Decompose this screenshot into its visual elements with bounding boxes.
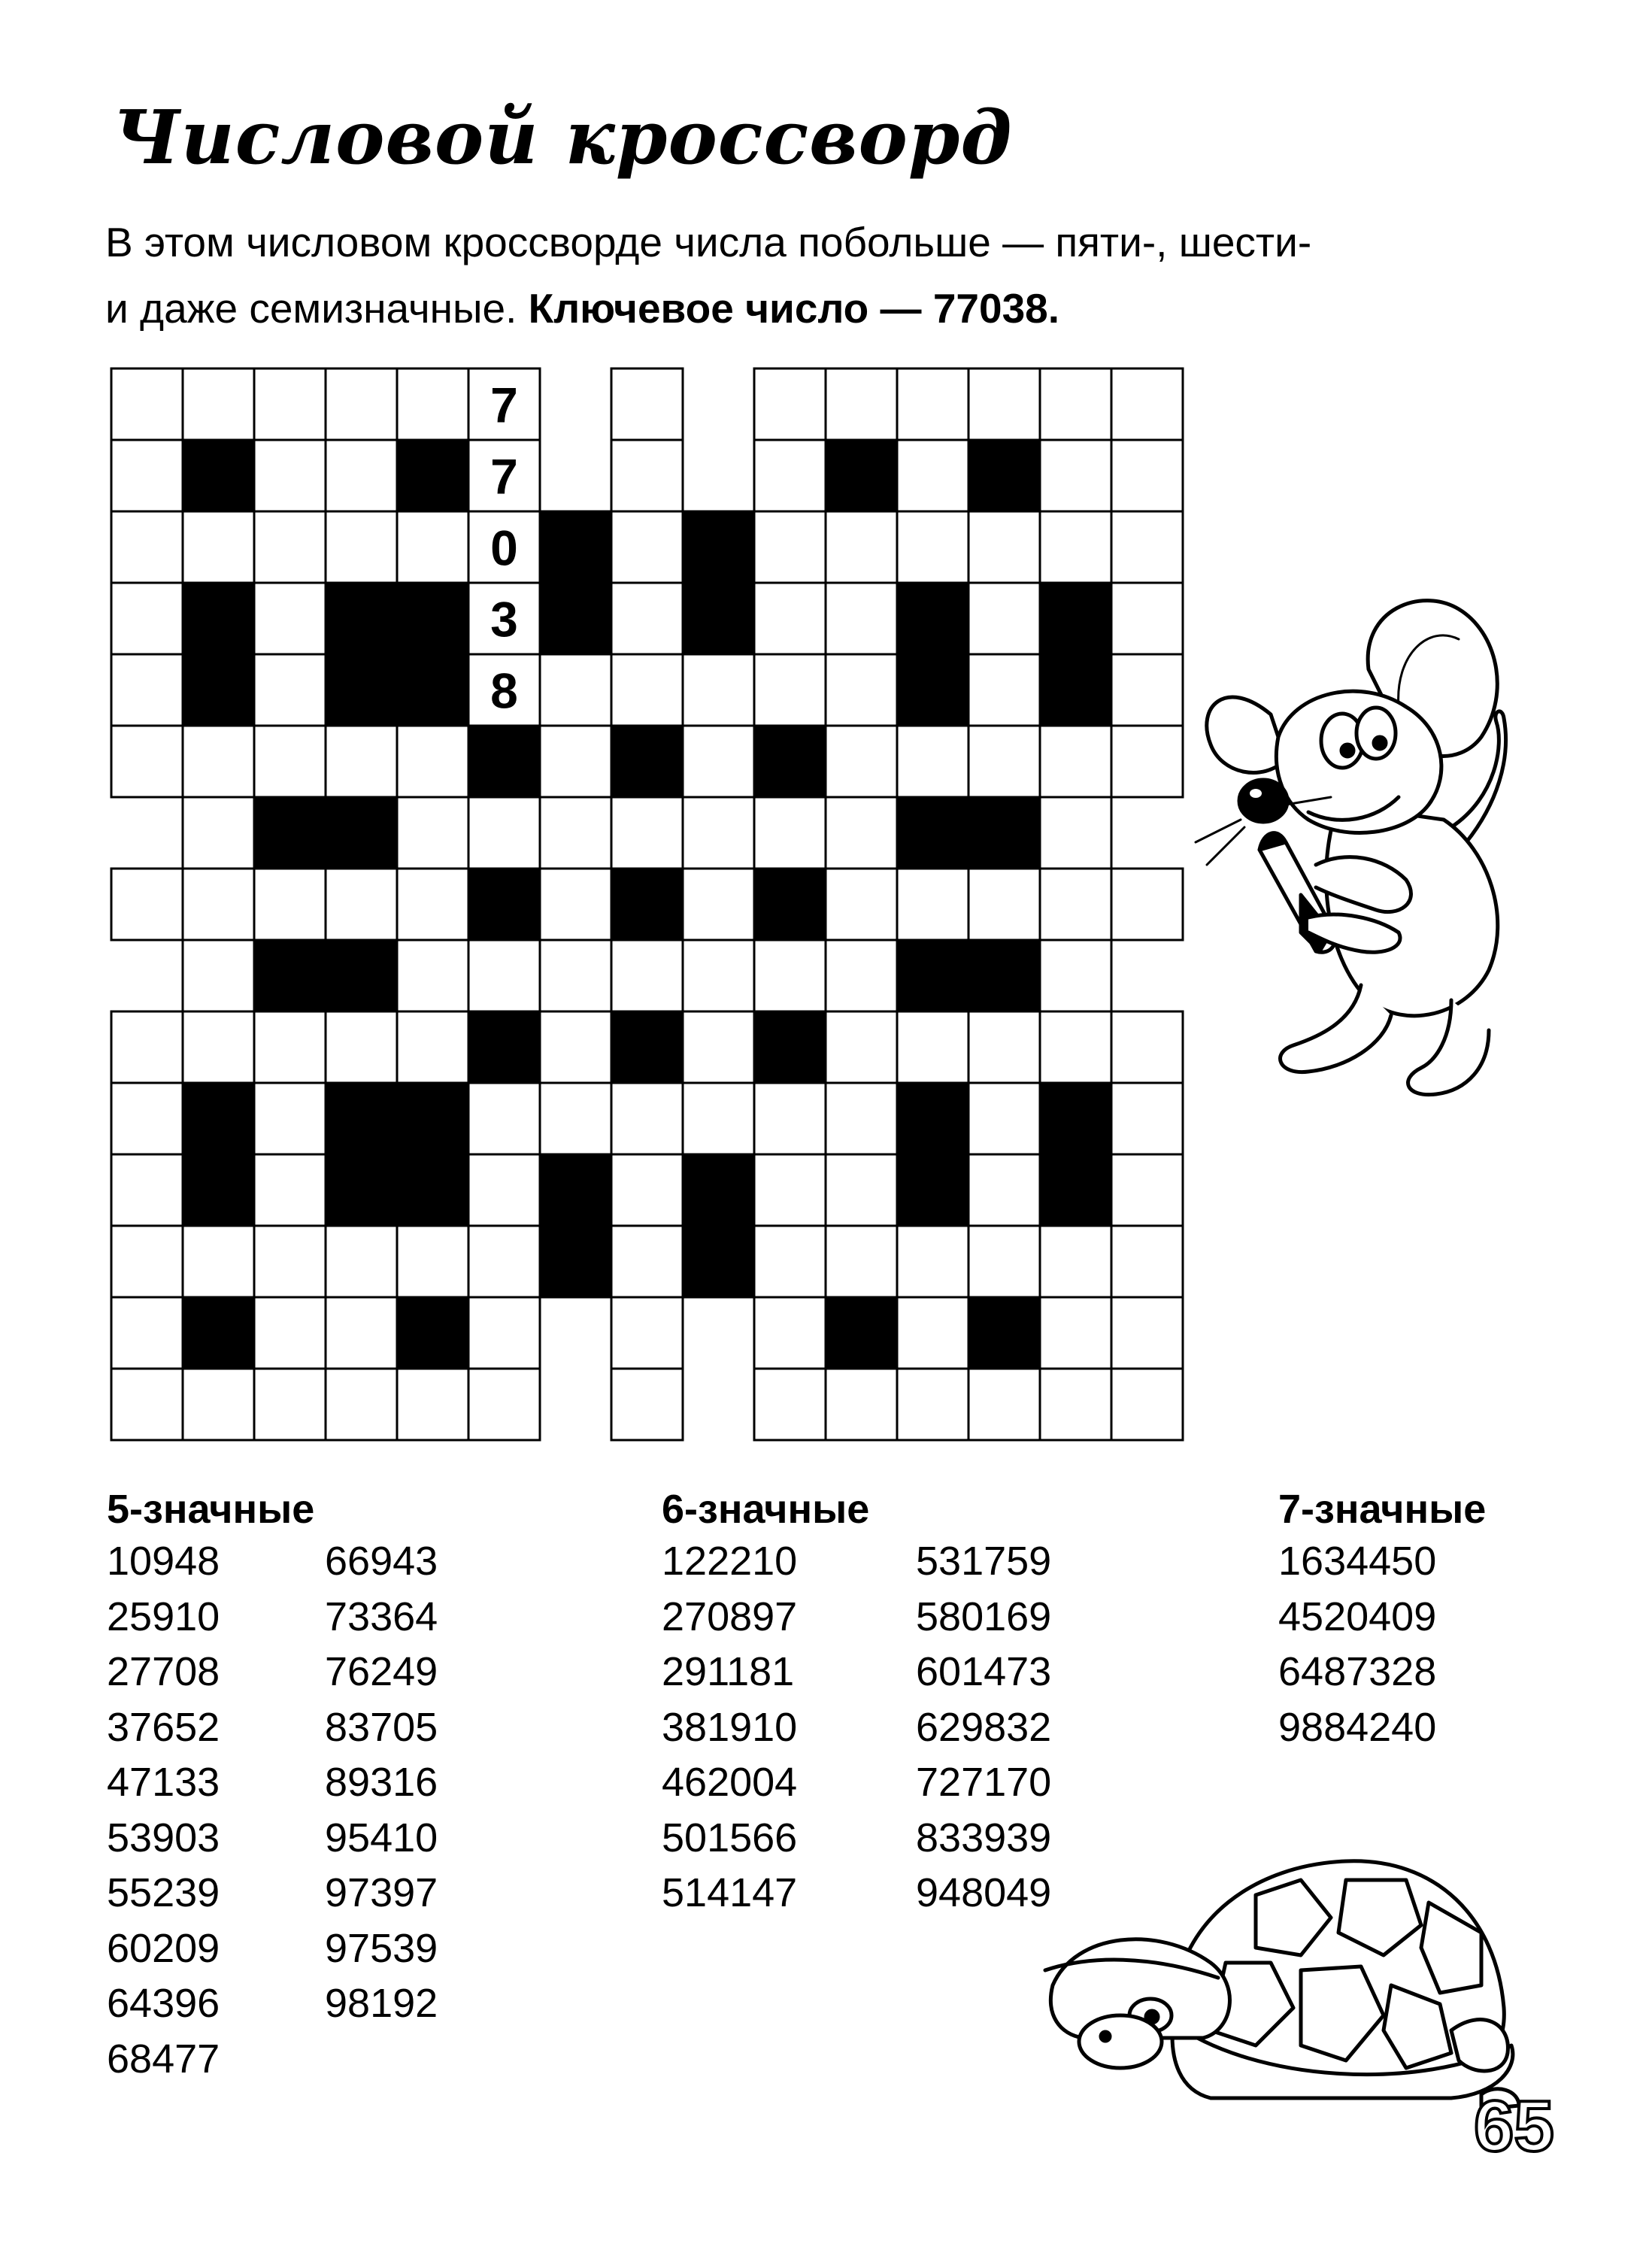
- grid-cell-empty[interactable]: [611, 797, 683, 869]
- key-digit: 7: [490, 377, 518, 433]
- grid-cell-empty[interactable]: [826, 368, 897, 440]
- grid-cell-black: [397, 654, 468, 726]
- grid-cell-empty[interactable]: [826, 1369, 897, 1440]
- key-digit: 7: [490, 448, 518, 505]
- grid-cell-empty[interactable]: [540, 654, 611, 726]
- grid-cell-black: [754, 726, 826, 797]
- grid-cell-empty[interactable]: [111, 511, 183, 583]
- six-digit-item: 531759: [916, 1539, 1052, 1584]
- grid-cell-empty[interactable]: [326, 1011, 397, 1083]
- grid-cell-black: [254, 797, 326, 869]
- grid-cell-empty[interactable]: [826, 1226, 897, 1297]
- grid-cell-empty[interactable]: [540, 940, 611, 1011]
- six-digit-heading: 6-значные: [662, 1487, 870, 1532]
- five-digit-heading: 5-значные: [107, 1487, 315, 1532]
- five-digit-item: 25910: [107, 1593, 220, 1639]
- grid-cell-empty[interactable]: [111, 1226, 183, 1297]
- grid-cell-empty[interactable]: [1040, 1369, 1111, 1440]
- key-digit: 8: [490, 663, 518, 719]
- grid-cell-black: [397, 1083, 468, 1154]
- grid-cell-empty[interactable]: [183, 1369, 254, 1440]
- five-digit-item: 55239: [107, 1870, 220, 1915]
- grid-cell-empty[interactable]: [611, 440, 683, 511]
- grid-cell-empty[interactable]: [968, 726, 1040, 797]
- grid-cell-empty[interactable]: [826, 1154, 897, 1226]
- grid-cell-empty[interactable]: [1111, 583, 1183, 654]
- grid-cell-empty[interactable]: [111, 1154, 183, 1226]
- grid-cell-empty[interactable]: [611, 1369, 683, 1440]
- seven-digit-heading: 7-значные: [1278, 1487, 1487, 1532]
- grid-cell-black: [683, 583, 754, 654]
- grid-cell-empty[interactable]: [754, 511, 826, 583]
- grid-cell-empty[interactable]: [611, 940, 683, 1011]
- grid-cell-black: [968, 797, 1040, 869]
- grid-cell-empty[interactable]: [1040, 1011, 1111, 1083]
- grid-cell-empty[interactable]: [183, 869, 254, 940]
- grid-cell-black: [683, 1154, 754, 1226]
- grid-cell-black: [397, 440, 468, 511]
- grid-cell-empty[interactable]: [1111, 726, 1183, 797]
- grid-cell-empty[interactable]: [683, 1083, 754, 1154]
- grid-cell-black: [540, 583, 611, 654]
- grid-cell-black: [897, 797, 968, 869]
- grid-cell-black: [897, 583, 968, 654]
- grid-cell-empty[interactable]: [183, 940, 254, 1011]
- grid-cell-empty[interactable]: [897, 368, 968, 440]
- five-digit-column-1: [107, 1534, 220, 2087]
- grid-cell-empty[interactable]: [540, 797, 611, 869]
- grid-cell-black: [611, 726, 683, 797]
- grid-cell-black: [754, 1011, 826, 1083]
- key-digit: 3: [490, 591, 518, 647]
- seven-digit-item: 6487328: [1278, 1649, 1437, 1694]
- grid-cell-black: [1040, 1083, 1111, 1154]
- grid-cell-empty[interactable]: [183, 726, 254, 797]
- grid-cell-black: [326, 1154, 397, 1226]
- grid-cell-black: [326, 654, 397, 726]
- grid-cell-empty[interactable]: [540, 869, 611, 940]
- grid-cell-empty[interactable]: [326, 1297, 397, 1369]
- grid-cell-empty[interactable]: [183, 511, 254, 583]
- grid-cell-empty[interactable]: [397, 797, 468, 869]
- five-digit-item: 64396: [107, 1981, 220, 2026]
- grid-cell-empty[interactable]: [397, 1369, 468, 1440]
- grid-cell-empty[interactable]: [540, 1083, 611, 1154]
- grid-cell-black: [468, 1011, 540, 1083]
- grid-cell-empty[interactable]: [826, 797, 897, 869]
- grid-cell-black: [183, 440, 254, 511]
- grid-cell-black: [183, 1154, 254, 1226]
- grid-cell-black: [897, 940, 968, 1011]
- grid-cell-black: [540, 1154, 611, 1226]
- grid-cell-black: [754, 869, 826, 940]
- grid-cell-empty[interactable]: [111, 726, 183, 797]
- grid-cell-black: [968, 940, 1040, 1011]
- grid-cell-empty[interactable]: [397, 869, 468, 940]
- grid-cell-black: [183, 654, 254, 726]
- grid-cell-empty[interactable]: [826, 869, 897, 940]
- grid-cell-black: [540, 1226, 611, 1297]
- grid-cell-black: [683, 1226, 754, 1297]
- grid-cell-empty[interactable]: [968, 1083, 1040, 1154]
- grid-cell-empty[interactable]: [468, 940, 540, 1011]
- grid-cell-empty[interactable]: [254, 869, 326, 940]
- grid-cell-empty[interactable]: [968, 1369, 1040, 1440]
- grid-cell-empty[interactable]: [1040, 797, 1111, 869]
- grid-cell-empty[interactable]: [397, 1011, 468, 1083]
- grid-cell-empty[interactable]: [183, 797, 254, 869]
- grid-cell-black: [1040, 654, 1111, 726]
- grid-cell-empty[interactable]: [754, 654, 826, 726]
- grid-cell-empty[interactable]: [1040, 511, 1111, 583]
- grid-cell-empty[interactable]: [1111, 511, 1183, 583]
- grid-cell-empty[interactable]: [326, 726, 397, 797]
- grid-cell-black: [1040, 1154, 1111, 1226]
- page-title: Числовой кроссворд: [113, 95, 1013, 181]
- grid-cell-empty[interactable]: [540, 1011, 611, 1083]
- grid-cell-empty[interactable]: [754, 1154, 826, 1226]
- grid-cell-empty[interactable]: [968, 654, 1040, 726]
- grid-cell-empty[interactable]: [826, 511, 897, 583]
- grid-cell-black: [826, 440, 897, 511]
- grid-cell-empty[interactable]: [468, 797, 540, 869]
- grid-cell-empty[interactable]: [1040, 440, 1111, 511]
- grid-cell-black: [611, 1011, 683, 1083]
- grid-cell-empty[interactable]: [611, 511, 683, 583]
- grid-cell-empty[interactable]: [1040, 1226, 1111, 1297]
- grid-cell-empty[interactable]: [611, 583, 683, 654]
- grid-cell-empty[interactable]: [826, 940, 897, 1011]
- grid-cell-empty[interactable]: [1040, 940, 1111, 1011]
- grid-cell-black: [397, 1154, 468, 1226]
- grid-cell-empty[interactable]: [1111, 1083, 1183, 1154]
- grid-cell-empty[interactable]: [1111, 440, 1183, 511]
- grid-cell-empty[interactable]: [1040, 368, 1111, 440]
- grid-cell-empty[interactable]: [1111, 368, 1183, 440]
- six-digit-column-1: [662, 1534, 797, 1921]
- grid-cell-black: [683, 511, 754, 583]
- grid-cell-empty[interactable]: [468, 1369, 540, 1440]
- grid-cell-empty[interactable]: [611, 1297, 683, 1369]
- seven-digit-item: 1634450: [1278, 1539, 1437, 1584]
- five-digit-item: 76249: [325, 1649, 438, 1694]
- grid-cell-empty[interactable]: [183, 368, 254, 440]
- grid-cell-black: [397, 583, 468, 654]
- grid-cell-empty[interactable]: [254, 1226, 326, 1297]
- grid-cell-empty[interactable]: [1111, 1226, 1183, 1297]
- grid-cell-black: [183, 583, 254, 654]
- grid-cell-empty[interactable]: [611, 368, 683, 440]
- grid-cell-black: [183, 1297, 254, 1369]
- grid-cell-empty[interactable]: [111, 869, 183, 940]
- six-digit-item: 514147: [662, 1870, 798, 1915]
- five-digit-item: 68477: [107, 2036, 220, 2082]
- grid-cell-empty[interactable]: [326, 1226, 397, 1297]
- five-digit-item: 27708: [107, 1649, 220, 1694]
- grid-cell-empty[interactable]: [111, 1297, 183, 1369]
- grid-cell-empty[interactable]: [254, 511, 326, 583]
- grid-cell-empty[interactable]: [826, 1011, 897, 1083]
- grid-cell-empty[interactable]: [683, 654, 754, 726]
- grid-cell-empty[interactable]: [397, 1226, 468, 1297]
- grid-cell-empty[interactable]: [183, 1226, 254, 1297]
- grid-cell-empty[interactable]: [897, 440, 968, 511]
- grid-cell-black: [1040, 583, 1111, 654]
- grid-cell-empty[interactable]: [754, 368, 826, 440]
- seven-digit-item: 9884240: [1278, 1704, 1437, 1750]
- grid-cell-empty[interactable]: [968, 869, 1040, 940]
- grid-cell-empty[interactable]: [968, 368, 1040, 440]
- grid-cell-black: [468, 869, 540, 940]
- grid-cell-empty[interactable]: [1111, 869, 1183, 940]
- grid-cell-empty[interactable]: [754, 583, 826, 654]
- seven-digit-column-1: [1278, 1534, 1436, 1755]
- grid-cell-black: [183, 1083, 254, 1154]
- grid-cell-empty[interactable]: [254, 1011, 326, 1083]
- intro-line-2-plain: и даже семизначные.: [105, 285, 529, 332]
- grid-cell-empty[interactable]: [397, 940, 468, 1011]
- grid-cell-empty[interactable]: [254, 1369, 326, 1440]
- grid-cell-empty[interactable]: [754, 1297, 826, 1369]
- grid-cell-black: [326, 583, 397, 654]
- grid-cell-empty[interactable]: [897, 1226, 968, 1297]
- grid-cell-black: [897, 1154, 968, 1226]
- grid-cell-empty[interactable]: [397, 726, 468, 797]
- grid-cell-empty[interactable]: [683, 797, 754, 869]
- five-digit-item: 95410: [325, 1815, 438, 1860]
- grid-cell-empty[interactable]: [254, 368, 326, 440]
- six-digit-item: 948049: [916, 1870, 1052, 1915]
- grid-cell-black: [826, 1297, 897, 1369]
- page-number: 65: [1474, 2086, 1554, 2167]
- grid-cell-empty[interactable]: [1111, 1011, 1183, 1083]
- grid-cell-empty[interactable]: [968, 583, 1040, 654]
- grid-cell-empty[interactable]: [326, 511, 397, 583]
- grid-cell-empty[interactable]: [1111, 1154, 1183, 1226]
- grid-cell-empty[interactable]: [611, 654, 683, 726]
- grid-cell-empty[interactable]: [897, 1297, 968, 1369]
- grid-cell-empty[interactable]: [326, 869, 397, 940]
- grid-cell-empty[interactable]: [683, 726, 754, 797]
- five-digit-item: 47133: [107, 1760, 220, 1805]
- grid-cell-empty[interactable]: [897, 511, 968, 583]
- grid-cell-empty[interactable]: [111, 440, 183, 511]
- grid-cell-black: [897, 654, 968, 726]
- grid-cell-empty[interactable]: [826, 583, 897, 654]
- grid-cell-empty[interactable]: [326, 440, 397, 511]
- grid-cell-empty[interactable]: [183, 1011, 254, 1083]
- grid-cell-black: [897, 1083, 968, 1154]
- grid-cell-empty[interactable]: [754, 797, 826, 869]
- grid-cell-empty[interactable]: [111, 654, 183, 726]
- grid-cell-empty[interactable]: [397, 368, 468, 440]
- grid-cell-empty[interactable]: [968, 511, 1040, 583]
- six-digit-item: 462004: [662, 1760, 798, 1805]
- grid-cell-empty[interactable]: [754, 940, 826, 1011]
- grid-cell-empty[interactable]: [968, 1011, 1040, 1083]
- grid-cell-empty[interactable]: [683, 1011, 754, 1083]
- mouse-illustration: [1181, 579, 1534, 1105]
- grid-cell-empty[interactable]: [1040, 1297, 1111, 1369]
- grid-cell-empty[interactable]: [1040, 869, 1111, 940]
- grid-cell-empty[interactable]: [111, 1369, 183, 1440]
- grid-cell-black: [611, 869, 683, 940]
- five-digit-item: 60209: [107, 1925, 220, 1971]
- five-digit-item: 10948: [107, 1539, 220, 1584]
- grid-cell-black: [397, 1297, 468, 1369]
- grid-cell-empty[interactable]: [254, 654, 326, 726]
- six-digit-item: 501566: [662, 1815, 798, 1860]
- five-digit-item: 53903: [107, 1815, 220, 1860]
- grid-cell-empty[interactable]: [468, 1154, 540, 1226]
- grid-cell-empty[interactable]: [968, 1154, 1040, 1226]
- grid-cell-empty[interactable]: [826, 726, 897, 797]
- six-digit-item: 291181: [662, 1649, 795, 1694]
- grid-cell-black: [254, 940, 326, 1011]
- five-digit-item: 37652: [107, 1704, 220, 1750]
- five-digit-item: 97539: [325, 1925, 438, 1971]
- key-digit: 0: [490, 520, 518, 576]
- five-digit-item: 66943: [325, 1539, 438, 1584]
- grid-cell-empty[interactable]: [254, 1083, 326, 1154]
- grid-cell-empty[interactable]: [826, 1083, 897, 1154]
- grid-cell-empty[interactable]: [468, 1083, 540, 1154]
- grid-cell-empty[interactable]: [254, 726, 326, 797]
- five-digit-item: 89316: [325, 1760, 438, 1805]
- six-digit-item: 629832: [916, 1704, 1052, 1750]
- grid-cell-empty[interactable]: [326, 368, 397, 440]
- key-number-text: Ключевое число — 77038.: [528, 285, 1060, 332]
- grid-cell-empty[interactable]: [254, 440, 326, 511]
- grid-cell-black: [468, 726, 540, 797]
- five-digit-item: 73364: [325, 1593, 438, 1639]
- grid-cell-empty[interactable]: [611, 1083, 683, 1154]
- turtle-illustration: [1030, 1835, 1526, 2121]
- grid-cell-empty[interactable]: [1111, 654, 1183, 726]
- grid-cell-empty[interactable]: [754, 1369, 826, 1440]
- grid-cell-empty[interactable]: [397, 511, 468, 583]
- grid-cell-empty[interactable]: [326, 1369, 397, 1440]
- grid-cell-empty[interactable]: [540, 726, 611, 797]
- grid-cell-empty[interactable]: [111, 1011, 183, 1083]
- grid-cell-empty[interactable]: [897, 1369, 968, 1440]
- grid-cell-empty[interactable]: [754, 440, 826, 511]
- six-digit-item: 833939: [916, 1815, 1052, 1860]
- five-digit-column-2: [325, 1534, 438, 2032]
- grid-cell-empty[interactable]: [111, 583, 183, 654]
- grid-cell-empty[interactable]: [1111, 1297, 1183, 1369]
- grid-cell-empty[interactable]: [897, 869, 968, 940]
- grid-cell-empty[interactable]: [683, 869, 754, 940]
- grid-cell-empty[interactable]: [826, 654, 897, 726]
- grid-cell-empty[interactable]: [254, 1154, 326, 1226]
- grid-cell-empty[interactable]: [1040, 726, 1111, 797]
- grid-cell-empty[interactable]: [254, 583, 326, 654]
- grid-cell-black: [540, 511, 611, 583]
- seven-digit-item: 4520409: [1278, 1593, 1437, 1639]
- five-digit-item: 97397: [325, 1870, 438, 1915]
- grid-cell-black: [326, 797, 397, 869]
- intro-line-1: В этом числовом кроссворде числа побольше — пяти-, шести-: [105, 219, 1312, 265]
- six-digit-item: 601473: [916, 1649, 1052, 1694]
- grid-cell-empty[interactable]: [897, 1011, 968, 1083]
- six-digit-item: 381910: [662, 1704, 798, 1750]
- grid-cell-empty[interactable]: [111, 1083, 183, 1154]
- grid-cell-empty[interactable]: [468, 1226, 540, 1297]
- grid-cell-empty[interactable]: [1111, 1369, 1183, 1440]
- grid-cell-empty[interactable]: [468, 1297, 540, 1369]
- grid-cell-black: [968, 1297, 1040, 1369]
- six-digit-item: 727170: [916, 1760, 1052, 1805]
- five-digit-item: 98192: [325, 1981, 438, 2026]
- grid-cell-empty[interactable]: [754, 1083, 826, 1154]
- grid-cell-empty[interactable]: [897, 726, 968, 797]
- grid-cell-empty[interactable]: [968, 1226, 1040, 1297]
- grid-cell-empty[interactable]: [611, 1226, 683, 1297]
- grid-cell-empty[interactable]: [611, 1154, 683, 1226]
- six-digit-item: 122210: [662, 1539, 798, 1584]
- six-digit-item: 270897: [662, 1593, 798, 1639]
- five-digit-item: 83705: [325, 1704, 438, 1750]
- grid-cell-black: [326, 1083, 397, 1154]
- grid-cell-empty[interactable]: [254, 1297, 326, 1369]
- grid-cell-empty[interactable]: [111, 368, 183, 440]
- grid-cell-empty[interactable]: [754, 1226, 826, 1297]
- grid-cell-black: [968, 440, 1040, 511]
- grid-cell-black: [326, 940, 397, 1011]
- six-digit-item: 580169: [916, 1593, 1052, 1639]
- grid-cell-empty[interactable]: [683, 940, 754, 1011]
